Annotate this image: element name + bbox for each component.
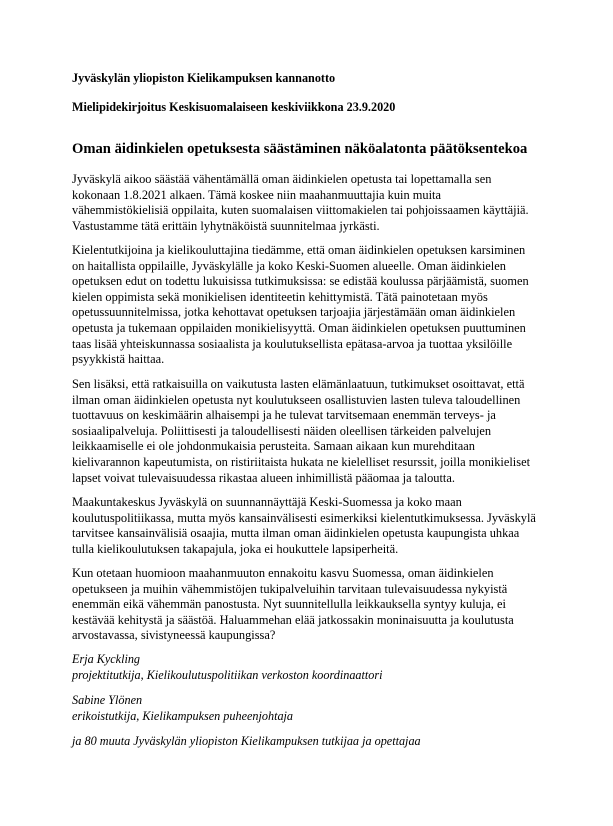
text-line: enemmän eikä vähemmän panostusta. Nyt suunnitellulla leikkauksella syntyy kuluja, ei [72,597,506,612]
text-line: kokonaan 1.8.2021 alkaen. Tämä koskee niin maahanmuuttajia kuin muita [72,187,441,202]
paragraph [72,172,552,234]
text-line: tarvitsee kansainvälisiä osaajia, mutta ilman oman äidinkielen opetusta kaupungista uhkaa [72,526,520,541]
text-line: tuottavuus on keskimäärin alhaisempi ja he tulevat tarvitsemaan enemmän terveys- ja [72,408,496,423]
text-line: ilman oman äidinkielen opetusta nyt koulutukseen osallistuvien lasten tuleva taloudellinen [72,392,521,407]
text-line: Kielentutkijoina ja kielikouluttajina tiedämme, että oman äidinkielen opetuksen karsiminen [72,243,526,257]
text-line: opetukseen ja muihin vähemmistöjen tukipalveluihin tarvitaan tulevaisuudessa nykyistä [72,581,508,596]
text-line: Vastustamme tätä erittäin lyhytnäköistä suunnitelmaa jyrkästi. [72,218,380,233]
text-line: Maakuntakeskus Jyväskylä on suunnannäyttäjä Keski-Suomessa ja koko maan [72,495,462,509]
text-line: kestävää kehitystä ja säästöä. Haluammehan elää jatkossakin moninaisuutta ja koulutusta [72,612,514,627]
text-line: Kun otetaan huomioon maahanmuuton ennakoitu kasvu Suomessa, oman äidinkielen [72,566,494,580]
co-signers-note: ja 80 muuta Jyväskylän yliopiston Kielikampuksen tutkijaa ja opettajaa [72,734,421,748]
text-line: kielen oppimista sekä monikielisen identiteetin kehittymistä. Tätä painotetaan myös [72,289,488,304]
signatory-name: Erja Kyckling [72,652,141,666]
article-headline: Oman äidinkielen opetuksesta säästäminen näköalatonta päätöksentekoa [72,141,528,157]
text-line: opetussuunnitelmissa, jotka kehottavat opetuksen tarjoajia järjestämään oman äidinkielen [72,305,516,320]
paragraph [72,377,552,486]
text-line: opetuksen edut on todettu lukuisissa tutkimuksissa: se edistää koulussa pärjäämistä, suomen [72,274,529,289]
signatory-role: projektitutkija, Kielikoulutuspolitiikan verkoston koordinaattori [72,667,383,682]
text-line: Jyväskylä aikoo säästää vähentämällä oman äidinkielen opetusta tai lopettamalla sen [72,172,492,186]
publication-subtitle: Mielipidekirjoitus Keskisuomalaiseen keskiviikkona 23.9.2020 [72,100,396,114]
text-line: opetusta ja tukemaan oppilaiden monikielisyyttä. Oman äidinkielen opetuksen puuttuminen [72,320,526,335]
text-line: koulutuspolitiikassa, mutta myös kansainvälisesti esimerkiksi kielentutkimuksessa. Jyväskylä [72,510,536,525]
text-line: sosiaalipalveluja. Poliittisesti ja taloudellisesti näiden oleellisen tärkeiden palvelujen [72,423,492,438]
paragraph [72,566,552,644]
text-line: taas lisää yhteiskunnassa sosiaalista ja koulutuksellista epätasa-arvoa ja tuottaa yksilöille [72,336,513,351]
signatory-name: Sabine Ylönen [72,693,143,707]
text-line: psyykkistä haittaa. [72,352,165,367]
text-line: tulla kielikoulutuksen takapajula, joka ei houkuttele lapsiperheitä. [72,541,399,556]
signatory [72,652,383,683]
signatory-role: erikoistutkija, Kielikampuksen puheenjohtaja [72,708,294,723]
text-line: Sen lisäksi, että ratkaisuilla on vaikutusta lasten elämänlaatuun, tutkimukset osoittavat, että [72,377,525,391]
signatory [72,693,293,724]
text-line: leikkaamiselle ei ole johdonmukaisia perusteita. Samaan aikaan kun murehditaan [72,439,475,454]
organization-heading: Jyväskylän yliopiston Kielikampuksen kannanotto [72,71,336,85]
text-line: on haitallista oppilaille, Jyväskylälle ja koko Keski-Suomen alueelle. Oman äidinkielen [72,258,506,273]
text-line: kielivarannon kapeutumista, on ristiriitaista hukata ne kielelliset resurssit, joilla monikieliset [72,454,531,469]
paragraph [72,243,552,368]
text-line: lapset voivat tulevaisuudessa rikastaa alueen inhimillistä pääomaa ja taloutta. [72,470,455,485]
paragraph [72,495,552,557]
text-line: vähemmistökielisiä oppilaita, kuten suomalaisen viittomakielen tai pohjoissaamen käyttäjiä. [72,203,529,218]
text-line: arvostavassa, sivistyneessä kaupungissa? [72,628,276,643]
